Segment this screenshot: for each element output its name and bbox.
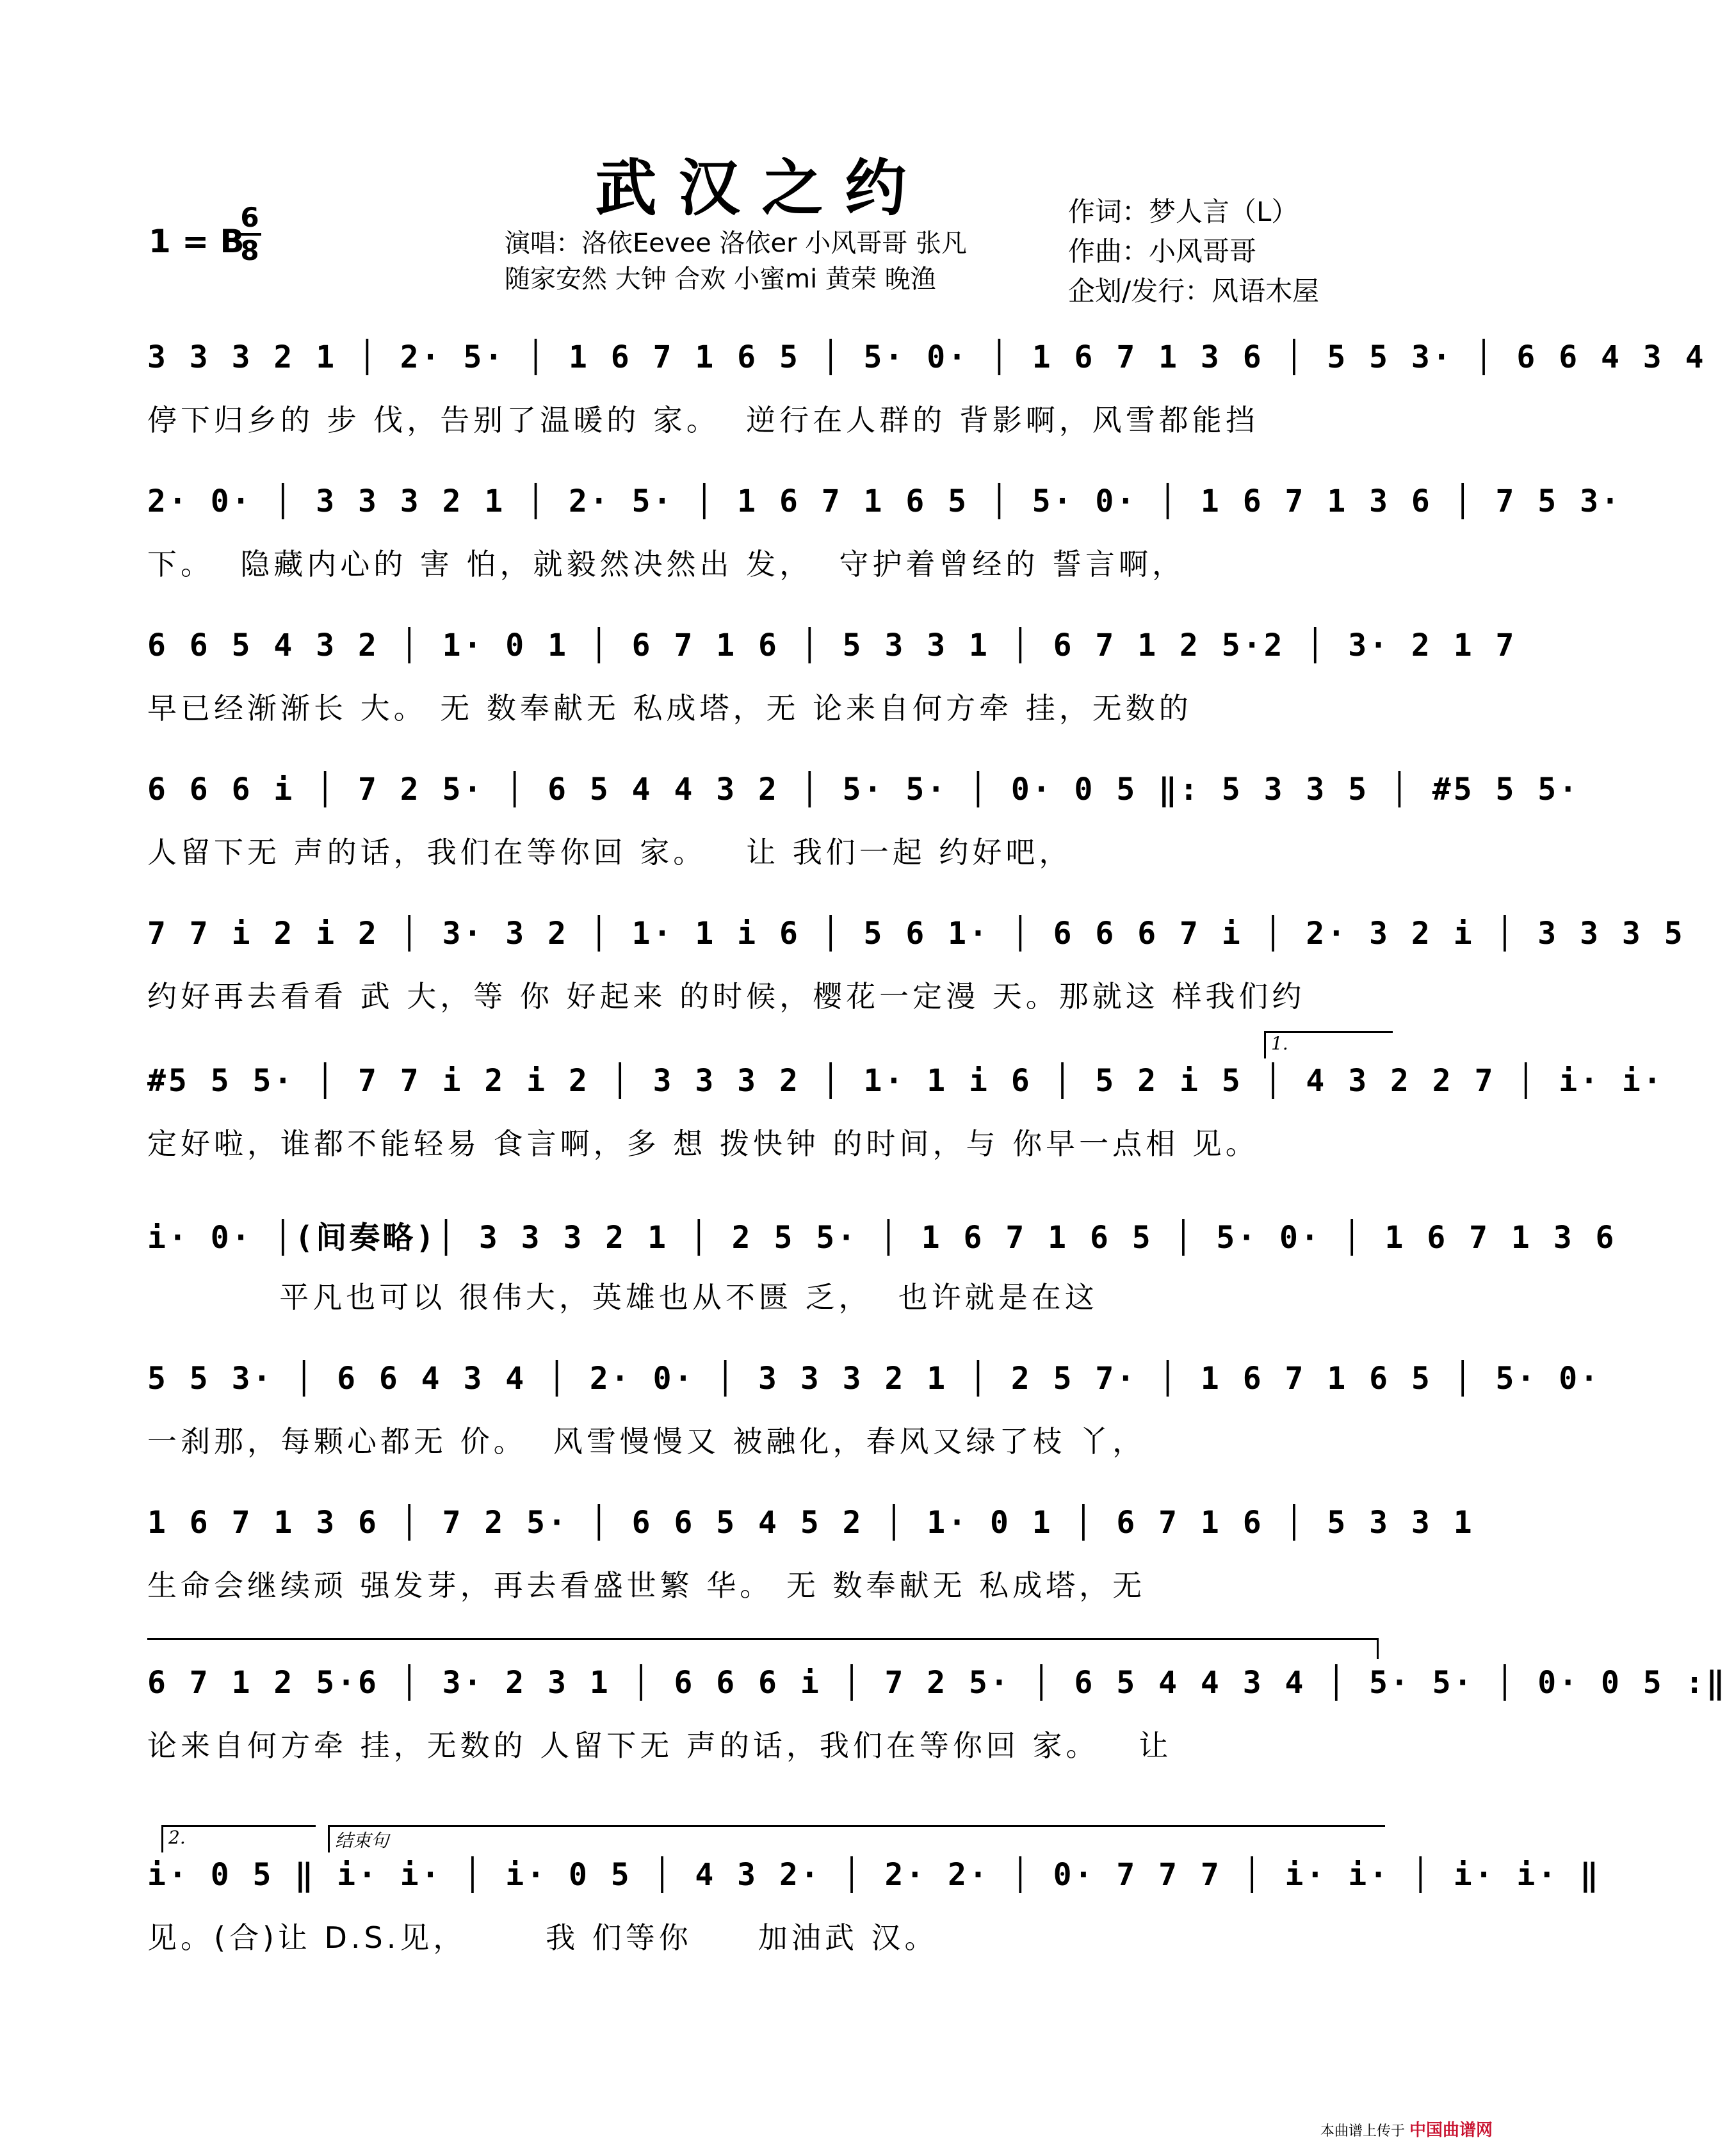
notation-line <box>147 1204 1617 1265</box>
notation-line <box>147 1050 1664 1112</box>
notation-line <box>147 1844 1601 1906</box>
singers-line-1: 演唱：洛依Eevee 洛依er 小风哥哥 张凡 <box>505 229 967 258</box>
time-signature-top: 6 <box>240 202 259 233</box>
time-signature-bottom: 8 <box>240 235 259 266</box>
notes-text: 7 7 i 2 i 2 │ 3· 3 2 │ 1· 1 i 6 │ 5 6 1· │ 6 6 6 7 i │ 2· 3 2 i │ 3 3 3 5 <box>147 916 1685 952</box>
notes-text: i· 0 5 ‖ i· i· │ i· 0 5 │ 4 3 2· │ 2· 2· │ 0· 7 7 7 │ i· i· │ i· i· ‖ <box>147 1857 1601 1893</box>
notation-line <box>147 1652 1727 1714</box>
singers <box>505 225 967 297</box>
notation-line <box>147 1492 1475 1553</box>
notation-line <box>147 327 1707 388</box>
composer-credit: 作曲：小风哥哥 <box>1068 236 1257 267</box>
notes-text: 6 6 5 4 3 2 │ 1· 0 1 │ 6 7 1 6 │ 5 3 3 1 │ 6 7 1 2 5·2 │ 3· 2 1 7 <box>147 628 1517 663</box>
notes-text: 6 7 1 2 5·6 │ 3· 2 3 1 │ 6 6 6 i │ 7 2 5· │ 6 5 4 4 3 4 │ 5· 5· │ 0· 0 5 :‖ <box>147 1665 1727 1701</box>
notes-text: 1 6 7 1 3 6 │ 7 2 5· │ 6 6 5 4 5 2 │ 1· 0 1 │ 6 7 1 6 │ 5 3 3 1 <box>147 1505 1475 1541</box>
ending-label: 结束句 <box>335 1830 389 1851</box>
notation-line <box>147 903 1685 964</box>
lyric-line: 平凡也可以 很伟大，英雄也从不匮 乏， 也许就是在这 <box>147 1280 1098 1315</box>
notation-line <box>147 471 1622 532</box>
notation-line <box>147 759 1580 820</box>
song-title: 武汉之约 <box>595 152 928 224</box>
lyric-line: 见。(合)让 D.S.见， 我 们等你 加油武 汉。 <box>147 1920 938 1955</box>
lyric-line: 论来自何方牵 挂，无数的 人留下无 声的话，我们在等你回 家。 让 <box>147 1728 1172 1763</box>
notation-line <box>147 615 1517 676</box>
notes-text: 3 3 3 2 1 │ 2· 5· │ 1 6 7 1 6 5 │ 5· 0· │ 1 6 7 1 3 6 │ 5 5 3· │ 6 6 4 3 4 <box>147 339 1707 375</box>
lyric-line: 早已经渐渐长 大。 无 数奉献无 私成塔，无 论来自何方牵 挂，无数的 <box>147 691 1192 725</box>
key-signature: 1 = B <box>149 223 245 260</box>
lyric-line: 定好啦，谁都不能轻易 食言啊，多 想 拨快钟 的时间，与 你早一点相 见。 <box>147 1126 1259 1161</box>
lyric-line: 一刹那，每颗心都无 价。 风雪慢慢又 被融化，春风又绿了枝 丫， <box>147 1424 1146 1459</box>
lyric-line: 下。 隐藏内心的 害 怕，就毅然决然出 发， 守护着曾经的 誓言啊， <box>147 547 1185 581</box>
footer-credit <box>1320 2117 1493 2141</box>
producer-credit: 企划/发行：风语木屋 <box>1068 275 1320 307</box>
notes-text: 5 5 3· │ 6 6 4 3 4 │ 2· 0· │ 3 3 3 2 1 │ 2 5 7· │ 1 6 7 1 6 5 │ 5· 0· <box>147 1361 1601 1397</box>
lyricist-credit: 作词：梦人言（L） <box>1068 196 1299 227</box>
lyric-line: 约好再去看看 武 大，等 你 好起来 的时候，樱花一定漫 天。那就这 样我们约 <box>147 979 1306 1014</box>
notes-text: #5 5 5· │ 7 7 i 2 i 2 │ 3 3 3 2 │ 1· 1 i 6 │ 5 2 i 5 │ 4 3 2 2 7 │ i· i· <box>147 1063 1664 1099</box>
lyric-line: 人留下无 声的话，我们在等你回 家。 让 我们一起 约好吧， <box>147 835 1073 870</box>
notes-text: 2· 0· │ 3 3 3 2 1 │ 2· 5· │ 1 6 7 1 6 5 │ 5· 0· │ 1 6 7 1 3 6 │ 7 5 3· <box>147 483 1622 519</box>
credits <box>1068 192 1319 311</box>
lyric-line: 生命会继续顽 强发芽，再去看盛世繁 华。 无 数奉献无 私成塔，无 <box>147 1568 1146 1603</box>
time-signature <box>238 204 261 265</box>
site-logo: 中国曲谱网 <box>1409 2121 1493 2140</box>
notes-text: i· 0· │(间奏略)│ 3 3 3 2 1 │ 2 5 5· │ 1 6 7 1 6 5 │ 5· 0· │ 1 6 7 1 3 6 <box>147 1219 1617 1256</box>
notes-text: 6 6 6 i │ 7 2 5· │ 6 5 4 4 3 2 │ 5· 5· │ 0· 0 5 ‖: 5 3 3 5 │ #5 5 5· <box>147 772 1580 807</box>
singers-line-2: 随家安然 大钟 合欢 小蜜mi 黄荣 晚渔 <box>505 264 936 294</box>
footer-uploaded-text: 本曲谱上传于 <box>1320 2123 1405 2139</box>
volta-second-label: 2. <box>168 1827 186 1848</box>
lyric-line: 停下归乡的 步 伐，告别了温暖的 家。 逆行在人群的 背影啊，风雪都能挡 <box>147 403 1259 437</box>
notation-line <box>147 1348 1601 1409</box>
volta-first-label: 1. <box>1271 1033 1288 1054</box>
